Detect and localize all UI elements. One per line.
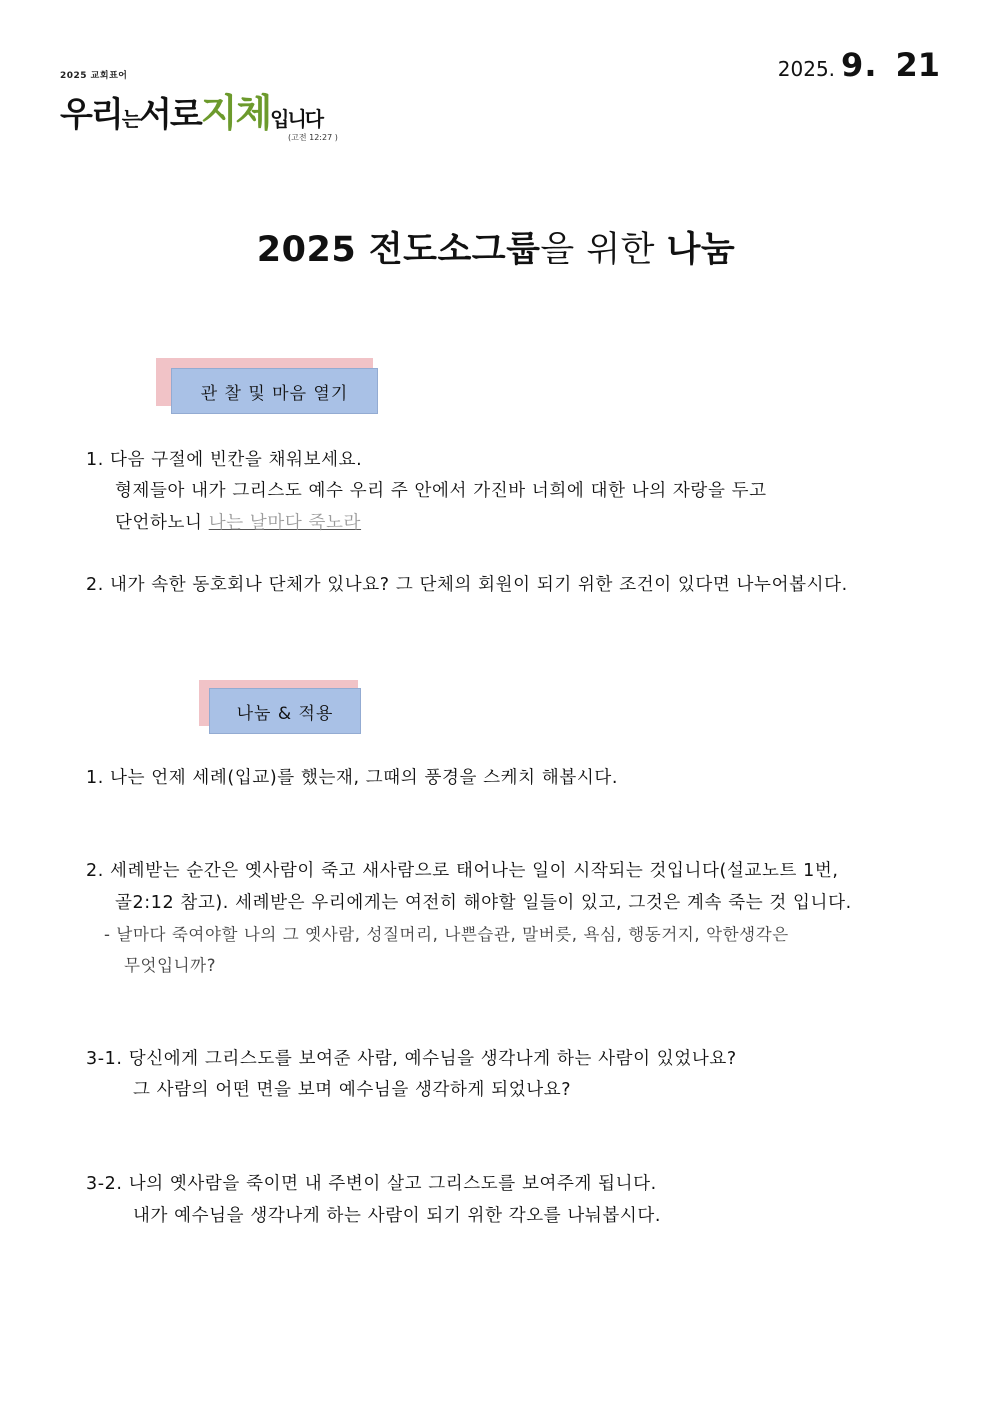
- motto-highlight: 지체: [200, 91, 271, 135]
- page-title: [0, 222, 992, 272]
- date-month: 9.: [841, 46, 878, 84]
- s2-question-2-sub-line2: 무엇입니까?: [124, 956, 217, 975]
- s2-question-2-sub-line1: - 날마다 죽여야할 나의 그 옛사람, 성질머리, 나쁜습관, 말버릇, 욕심, 행동거지, 악한생각은: [104, 925, 789, 944]
- motto-part4: 입니다: [270, 107, 323, 131]
- s2-question-2-line2: 골2:12 참고). 세례받은 우리에게는 여전히 해야할 일들이 있고, 그것은 계속 죽는 것 입니다.: [115, 893, 852, 913]
- s2-question-3-1-line2: 그 사람의 어떤 면을 보며 예수님을 생각하게 되었나요?: [133, 1080, 572, 1100]
- date-year: 2025.: [777, 57, 836, 81]
- date: [778, 46, 940, 84]
- title-light-part: 을 위한: [540, 230, 667, 270]
- title-bold-end: 나눔: [666, 230, 736, 270]
- s1-question-1-verse-line2: [115, 515, 361, 533]
- title-bold-part: 2025 전도소그룹: [256, 230, 541, 270]
- motto-part3: 서로: [139, 95, 201, 135]
- s2-question-1: 1. 나는 언제 세례(입교)를 했는재, 그때의 풍경을 스케치 해봅시다.: [86, 768, 619, 788]
- verse-prefix: 단언하노니: [115, 513, 209, 533]
- motto-part2: 는: [121, 107, 140, 131]
- s1-question-1: 1. 다음 구절에 빈칸을 채워보세요.: [86, 450, 363, 470]
- fill-in-blank-answer: 나는 날마다 죽노라: [208, 513, 362, 533]
- motto-part1: 우리: [60, 95, 122, 135]
- s2-question-2-line1: 2. 세례받는 순간은 옛사람이 죽고 새사람으로 태어나는 일이 시작되는 것입니다(설교노트 1번,: [86, 861, 839, 881]
- section-tag-sharing-label: 나눔 & 적용: [209, 688, 361, 734]
- date-day: 21: [895, 46, 940, 84]
- church-motto-logo: [60, 68, 360, 142]
- logo-year-label: 2025 교회표어: [60, 71, 128, 81]
- section-tag-observation-label: 관 찰 및 마음 열기: [171, 368, 378, 414]
- s2-question-3-1-line1: 3-1. 당신에게 그리스도를 보여준 사람, 예수님을 생각나게 하는 사람이 있었나요?: [86, 1049, 737, 1069]
- logo-bible-reference: (고전 12:27 ): [288, 133, 338, 142]
- logo-motto: [60, 82, 322, 137]
- s1-question-2: 2. 내가 속한 동호회나 단체가 있나요? 그 단체의 회원이 되기 위한 조건이 있다면 나누어봅시다.: [86, 575, 848, 595]
- s2-question-3-2-line1: 3-2. 나의 옛사람을 죽이면 내 주변이 살고 그리스도를 보여주게 됩니다.: [86, 1174, 657, 1194]
- s2-question-3-2-line2: 내가 예수님을 생각나게 하는 사람이 되기 위한 각오를 나눠봅시다.: [133, 1206, 662, 1226]
- s1-question-1-verse-line1: 형제들아 내가 그리스도 예수 우리 주 안에서 가진바 너희에 대한 나의 자랑을 두고: [115, 481, 767, 501]
